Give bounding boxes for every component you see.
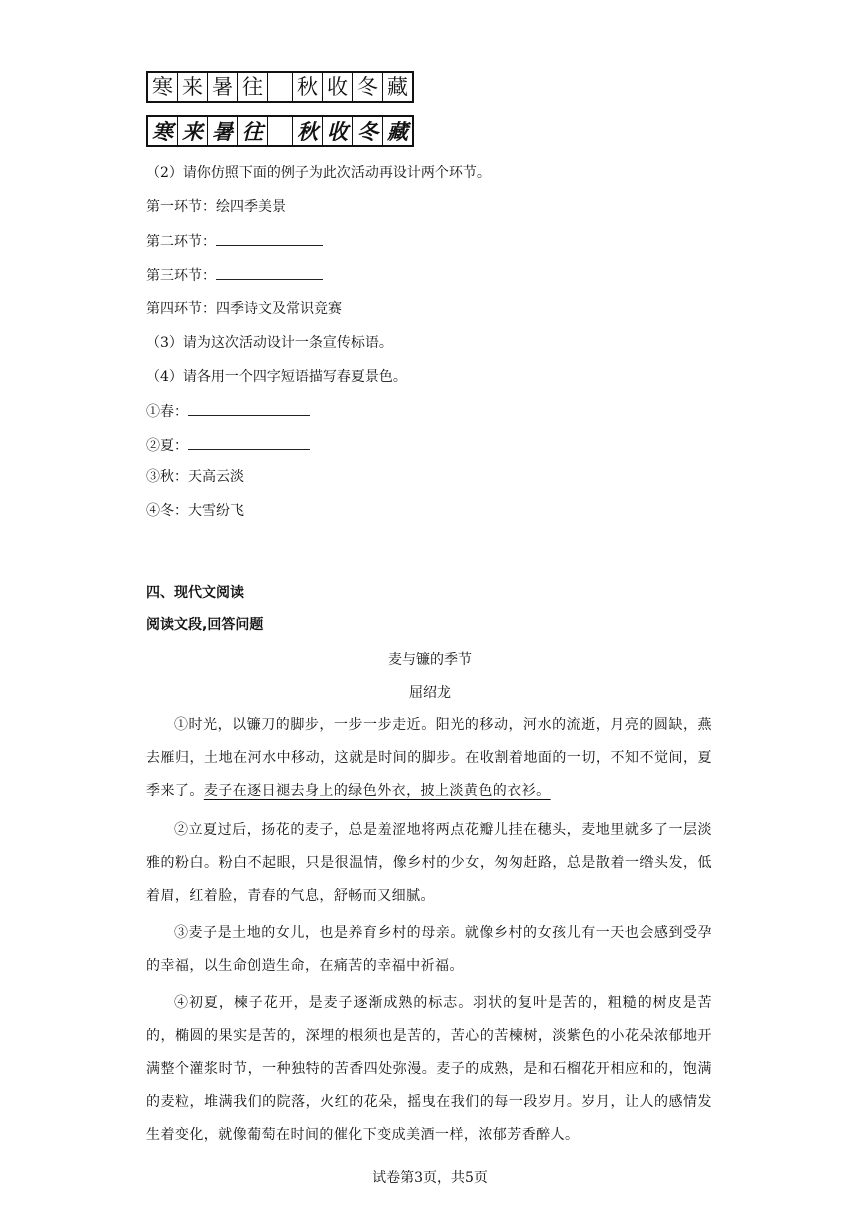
calligraphy-char: 秋	[293, 73, 323, 101]
q3-prompt: （3）请为这次活动设计一条宣传标语。	[146, 335, 393, 351]
calligraphy-gap	[268, 117, 293, 145]
answer-blank[interactable]	[188, 401, 310, 416]
calligraphy-grid	[146, 71, 414, 103]
calligraphy-char: 冬	[353, 73, 383, 101]
section-heading: 四、现代文阅读	[146, 585, 244, 601]
article-author: 屈绍龙	[409, 685, 451, 701]
calligraphy-char: 藏	[387, 118, 408, 144]
calligraphy-grid	[146, 115, 414, 147]
q2-step-4: 第四环节：四季诗文及常识竞赛	[146, 301, 342, 317]
calligraphy-char: 冬	[353, 117, 383, 145]
calligraphy-char: 往	[238, 117, 268, 145]
calligraphy-char: 收	[323, 117, 353, 145]
q4-spring-label: ①春：	[146, 404, 188, 420]
calligraphy-char: 暑	[208, 117, 238, 145]
q2-prompt: （2）请你仿照下面的例子为此次活动再设计两个环节。	[146, 165, 491, 181]
q4-prompt: （4）请各用一个四字短语描写春夏景色。	[146, 369, 407, 385]
reading-instruction: 阅读文段,回答问题	[146, 617, 264, 633]
paragraph-1-underlined: 麦子在逐日褪去身上的绿色外衣，披上淡黄色的衣衫。	[203, 783, 551, 799]
calligraphy-char: 收	[323, 73, 353, 101]
calligraphy-char: 暑	[208, 73, 238, 101]
paragraph-2: ②立夏过后，扬花的麦子，总是羞涩地将两点花瓣儿挂在穗头，麦地里就多了一层淡雅的粉白。粉白不起眼，只是很温情，像乡村的少女，匆匆赶路，总是散着一绺头发，低着眉，红着脸，青春的气息，舒畅而又细腻。	[146, 822, 712, 904]
paragraph-3: ③麦子是土地的女儿，也是养育乡村的母亲。就像乡村的女孩儿有一天也会感到受孕的幸福，以生命创造生命，在痛苦的幸福中祈福。	[146, 925, 712, 974]
page-footer: 试卷第3页，共5页	[372, 1170, 488, 1186]
calligraphy-char: 寒	[148, 117, 178, 145]
calligraphy-char: 往	[238, 73, 268, 101]
paragraph-1	[146, 709, 712, 808]
q4-autumn: ③秋：天高云淡	[146, 469, 244, 485]
q2-step-3-label: 第三环节：	[146, 268, 216, 284]
q2-step-3	[146, 265, 323, 286]
q4-summer	[146, 435, 310, 456]
calligraphy-char: 藏	[387, 74, 408, 99]
q4-spring	[146, 401, 310, 422]
q2-step-2-label: 第二环节：	[146, 234, 216, 250]
article-title: 麦与镰的季节	[388, 652, 472, 668]
calligraphy-char: 来	[178, 73, 208, 101]
q2-step-1: 第一环节：绘四季美景	[146, 199, 286, 215]
answer-blank[interactable]	[216, 231, 323, 246]
answer-blank[interactable]	[188, 435, 310, 450]
answer-blank[interactable]	[216, 265, 323, 280]
calligraphy-strip-2	[146, 116, 414, 146]
calligraphy-char: 来	[178, 117, 208, 145]
paragraph-4: ④初夏，楝子花开，是麦子逐渐成熟的标志。羽状的复叶是苦的，粗糙的树皮是苦的，椭圆的果实是苦的，深埋的根须也是苦的，苦心的苦楝树，淡紫色的小花朵浓郁地开满整个灌浆时节，一种独特的苦香四处弥漫。麦子的成熟，是和石榴花开相应和的，饱满的麦粒，堆满我们的院落，火红的花朵，摇曳在我们的每一段岁月。岁月，让人的感情发生着变化，就像葡萄在时间的催化下变成美酒一样，浓郁芳香醉人。	[146, 995, 712, 1143]
paragraph-1-text: ①时光，以镰刀的脚步，一步一步走近。阳光的移动，河水的流逝，月亮的圆缺，燕去雁归，土地在河水中移动，这就是时间的脚步。在收割着地面的一切，不知不觉间，夏季来了。	[146, 717, 712, 799]
q2-step-2	[146, 231, 323, 252]
calligraphy-char: 寒	[148, 73, 178, 101]
calligraphy-gap	[268, 73, 293, 101]
q4-winter: ④冬：大雪纷飞	[146, 503, 244, 519]
calligraphy-char: 秋	[293, 117, 323, 145]
calligraphy-strip-1	[146, 72, 414, 102]
q4-summer-label: ②夏：	[146, 438, 188, 454]
